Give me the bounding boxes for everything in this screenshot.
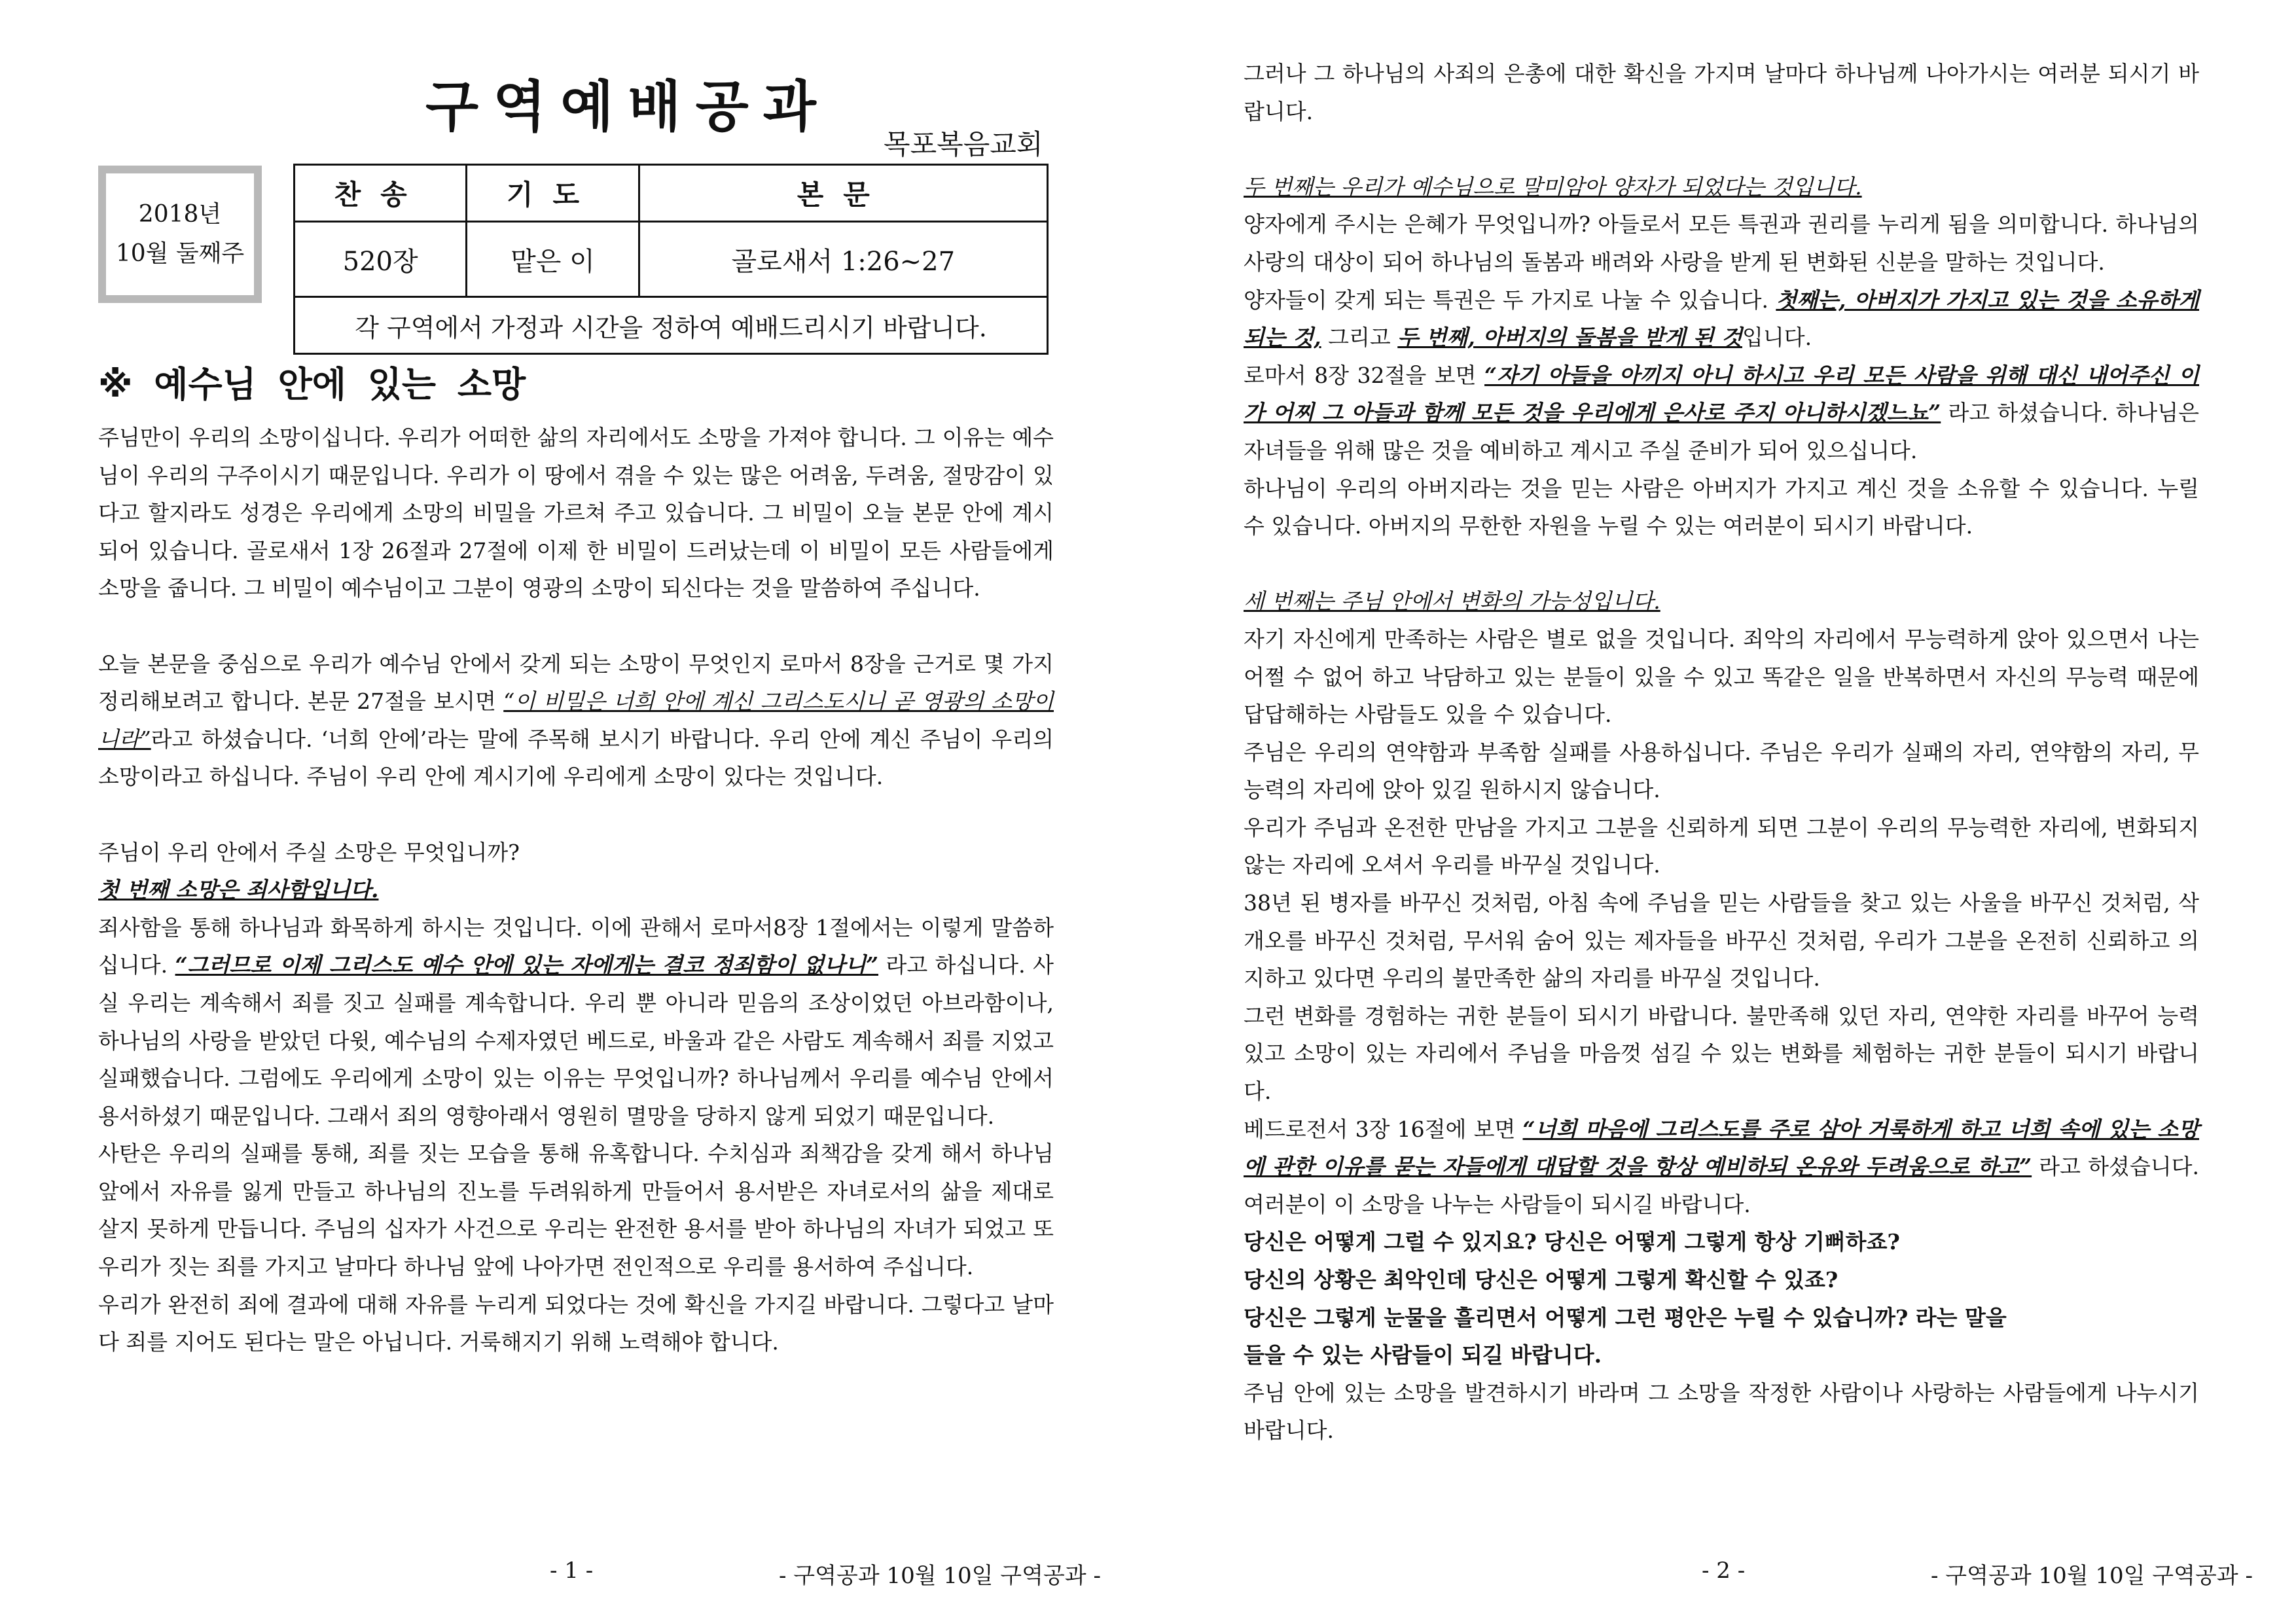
paragraph bbox=[1244, 1111, 2199, 1224]
emphasis-text: 첫째는, 아버지가 가지고 있는 것을 소유하게 되는 것, bbox=[1244, 287, 2199, 351]
text-run: 로마서 8장 32절을 보면 bbox=[1244, 362, 1485, 388]
text-run: 자기 자신에게 만족하는 사람은 별로 없을 것입니다. 죄악의 자리에서 무능력하게 앉아 있으면서 나는 어쩔 수 없어 하고 낙담하고 있는 분들이 있을 수 있고 똑같은 일을 반복하면서 자신의 무능력 때문에 답답해하는 사람들도 있을 수 있습니다. bbox=[1244, 626, 2199, 728]
text-run: 주님이 우리 안에서 주실 소망은 무엇입니까? bbox=[98, 839, 520, 865]
text-run: 우리가 완전히 죄에 결과에 대해 자유를 누리게 되었다는 것에 확신을 가지길 바랍니다. 그렇다고 날마다 죄를 지어도 된다는 말은 아닙니다. 거룩해지기 위해 노력해야 합니다. bbox=[98, 1291, 1054, 1355]
paragraph bbox=[98, 834, 1054, 872]
text-run: 라고 하십니다. 사실 우리는 계속해서 죄를 짓고 실패를 계속합니다. 우리 뿐 아니라 믿음의 조상이었던 아브라함이나, 하나님의 사랑을 받았던 다윗, 예수님의 수제자였던 베드로, 바울과 같은 사람도 계속해서 죄를 지었고 실패했습니다. 그럼에도 우리에게 소망이 있는 이유는 무엇입니까? 하나님께서 우리를 예수님 안에서 용서하셨기 때문입니다. 그래서 죄의 영향아래서 영원히 멸망을 당하지 않게 되었기 때문입니다. bbox=[98, 952, 1054, 1129]
text-run: 죄사함을 통해 하나님과 화목하게 하시는 것입니다. 이에 관해서 로마서8장 1절에서는 이렇게 말씀하십니다. bbox=[98, 914, 1054, 978]
page-number: - 1 - bbox=[550, 1558, 594, 1584]
text-run: 라고 하셨습니다. 하나님은 자녀들을 위해 많은 것을 예비하고 계시고 주실 준비가 되어 있으십니다. bbox=[1244, 400, 2199, 463]
text-run: 우리가 주님과 온전한 만남을 가지고 그분을 신뢰하게 되면 그분이 우리의 무능력한 자리에, 변화되지 않는 자리에 오셔서 우리를 바꾸실 것입니다. bbox=[1244, 814, 2199, 878]
church-name: 목포복음교회 bbox=[884, 128, 1043, 160]
emphasis-text: 당신은 그렇게 눈물을 흘리면서 어떻게 그런 평안은 누릴 수 있습니까? 라는 말을 bbox=[1244, 1304, 2007, 1330]
paragraph bbox=[1244, 470, 2199, 545]
text-run: 그런 변화를 경험하는 귀한 분들이 되시기 바랍니다. 불만족해 있던 자리, 연약한 자리를 바꾸어 능력 있고 소망이 있는 자리에서 주님을 마음껏 섬길 수 있는 변화를 체험하는 귀한 분들이 되시기 바랍니다. bbox=[1244, 1003, 2199, 1105]
text-run: 양자들이 갖게 되는 특권은 두 가지로 나눌 수 있습니다. bbox=[1244, 287, 1776, 313]
emphasis-text: “이 비밀은 너희 안에 계신 그리스도시니 곧 영광의 소망이니라” bbox=[98, 688, 1054, 752]
text-run: 양자에게 주시는 은혜가 무엇입니까? 아들로서 모든 특권과 권리를 누리게 됨을 의미합니다. 하나님의 사랑의 대상이 되어 하나님의 돌봄과 배려와 사랑을 받게 된 변화된 신분을 말하는 것입니다. bbox=[1244, 211, 2199, 275]
paragraph bbox=[98, 419, 1054, 607]
text-run: 라고 하셨습니다. ‘너희 안에’라는 말에 주목해 보시기 바랍니다. 우리 안에 계신 주님이 우리의 소망이라고 하십니다. 주님이 우리 안에 계시기에 우리에게 소망이 있다는 것입니다. bbox=[98, 726, 1054, 790]
text-run: 하나님이 우리의 아버지라는 것을 믿는 사람은 아버지가 가지고 계신 것을 소유할 수 있습니다. 누릴 수 있습니다. 아버지의 무한한 자원을 누릴 수 있는 여러분이 되시기 바랍니다. bbox=[1244, 475, 2199, 539]
paragraph bbox=[1244, 357, 2199, 470]
text-run: 주님은 우리의 연약함과 부족함 실패를 사용하십니다. 주님은 우리가 실패의 자리, 연약함의 자리, 무능력의 자리에 앉아 있길 원하시지 않습니다. bbox=[1244, 739, 2199, 803]
paragraph bbox=[98, 1286, 1054, 1361]
paragraph bbox=[1244, 1336, 2199, 1374]
page-2 bbox=[1148, 0, 2296, 1623]
paragraph bbox=[1244, 1261, 2199, 1299]
page-footer: - 구역공과 10월 10일 구역공과 - bbox=[1931, 1563, 2253, 1589]
worship-note: 각 구역에서 가정과 시간을 정하여 예배드리시기 바랍니다. bbox=[295, 297, 1048, 354]
document-title: 구역예배공과 bbox=[425, 75, 831, 139]
paragraph bbox=[1244, 1299, 2199, 1337]
emphasis-text: “자기 아들을 아끼지 아니 하시고 우리 모든 사람을 위해 대신 내어주신 이가 어찌 그 아들과 함께 모든 것을 우리에게 은사로 주지 아니하시겠느뇨” bbox=[1244, 362, 2199, 426]
paragraph bbox=[98, 1135, 1054, 1285]
paragraph bbox=[1244, 884, 2199, 997]
emphasis-text: 두 번째는 우리가 예수님으로 말미암아 양자가 되었다는 것입니다. bbox=[1244, 173, 1862, 200]
sermon-heading: ※ 예수님 안에 있는 소망 bbox=[98, 364, 526, 405]
paragraph bbox=[1244, 168, 2199, 206]
date-year: 2018년 bbox=[138, 201, 222, 228]
emphasis-text: 첫 번째 소망은 죄사함입니다. bbox=[98, 877, 379, 903]
emphasis-text: 들을 수 있는 사람들이 되길 바랍니다. bbox=[1244, 1342, 1602, 1368]
page-footer: - 구역공과 10월 10일 구역공과 - bbox=[779, 1563, 1101, 1589]
text-run: 주님 안에 있는 소망을 발견하시기 바라며 그 소망을 작정한 사람이나 사랑하는 사람들에게 나누시기 바랍니다. bbox=[1244, 1380, 2199, 1444]
paragraph bbox=[1244, 582, 2199, 620]
emphasis-text: 당신은 어떻게 그럴 수 있지요? 당신은 어떻게 그렇게 항상 기뻐하죠? bbox=[1244, 1229, 1900, 1255]
paragraph-gap bbox=[98, 607, 1054, 645]
header-hymn: 찬송 bbox=[295, 165, 467, 222]
header-scripture: 본문 bbox=[639, 165, 1047, 222]
header-prayer: 기도 bbox=[467, 165, 639, 222]
text-run: 라고 하셨습니다. 여러분이 이 소망을 나누는 사람들이 되시길 바랍니다. bbox=[1244, 1154, 2199, 1217]
sermon-body-page-2 bbox=[1244, 55, 2199, 1450]
paragraph bbox=[98, 909, 1054, 1135]
paragraph-gap bbox=[98, 796, 1054, 834]
text-run: 오늘 본문을 중심으로 우리가 예수님 안에서 갖게 되는 소망이 무엇인지 로마서 8장을 근거로 몇 가지 정리해보려고 합니다. 본문 27절을 보시면 bbox=[98, 651, 1054, 715]
paragraph bbox=[1244, 281, 2199, 357]
text-run: 사탄은 우리의 실패를 통해, 죄를 짓는 모습을 통해 유혹합니다. 수치심과 죄책감을 갖게 해서 하나님 앞에서 자유를 잃게 만들고 하나님의 진노를 두려워하게 만들어서 용서받은 자녀로서의 삶을 제대로 살지 못하게 만듭니다. 주님의 십자가 사건으로 우리는 완전한 용서를 받아 하나님의 자녀가 되었고 또 우리가 짓는 죄를 가지고 날마다 하나님 앞에 나아가면 전인적으로 우리를 용서하여 주십니다. bbox=[98, 1141, 1054, 1280]
emphasis-text: 두 번째, 아버지의 돌봄을 받게 된 것 bbox=[1397, 325, 1742, 351]
emphasis-text: “그러므로 이제 그리스도 예수 안에 있는 자에게는 결코 정죄함이 없나니” bbox=[175, 952, 879, 978]
value-hymn: 520장 bbox=[295, 222, 467, 297]
paragraph bbox=[1244, 734, 2199, 809]
paragraph bbox=[1244, 620, 2199, 734]
paragraph-gap bbox=[1244, 545, 2199, 583]
paragraph bbox=[1244, 1223, 2199, 1261]
paragraph bbox=[1244, 809, 2199, 884]
paragraph-gap bbox=[1244, 130, 2199, 168]
paragraph bbox=[1244, 997, 2199, 1111]
date-box bbox=[98, 166, 262, 303]
sermon-body-page-1 bbox=[98, 419, 1054, 1361]
paragraph bbox=[98, 645, 1054, 796]
value-scripture: 골로새서 1:26~27 bbox=[639, 222, 1047, 297]
date-week: 10월 둘째주 bbox=[115, 240, 245, 267]
text-run: 베드로전서 3장 16절에 보면 bbox=[1244, 1116, 1523, 1142]
text-run: 38년 된 병자를 바꾸신 것처럼, 아침 속에 주님을 믿는 사람들을 찾고 있는 사울을 바꾸신 것처럼, 삭개오를 바꾸신 것처럼, 무서워 숨어 있는 제자들을 바꾸신 것처럼, 우리가 그분을 온전히 신뢰하고 의지하고 있다면 우리의 불만족한 삶의 자리를 바꾸실 것입니다. bbox=[1244, 890, 2199, 991]
worship-info-table bbox=[293, 164, 1049, 355]
value-prayer: 맡은 이 bbox=[467, 222, 639, 297]
emphasis-text: 당신의 상황은 최악인데 당신은 어떻게 그렇게 확신할 수 있죠? bbox=[1244, 1267, 1839, 1293]
text-run: 입니다. bbox=[1742, 325, 1812, 351]
paragraph bbox=[1244, 55, 2199, 130]
paragraph bbox=[1244, 205, 2199, 281]
page-number: - 2 - bbox=[1702, 1558, 1746, 1584]
emphasis-text: “너희 마음에 그리스도를 주로 삼아 거룩하게 하고 너희 속에 있는 소망에 관한 이유를 묻는 자들에게 대답할 것을 항상 예비하되 온유와 두려움으로 하고” bbox=[1244, 1116, 2199, 1180]
emphasis-text: 세 번째는 주님 안에서 변화의 가능성입니다. bbox=[1244, 588, 1660, 615]
paragraph bbox=[1244, 1374, 2199, 1450]
paragraph bbox=[98, 871, 1054, 909]
text-run: 그러나 그 하나님의 사죄의 은총에 대한 확신을 가지며 날마다 하나님께 나아가시는 여러분 되시기 바랍니다. bbox=[1244, 61, 2199, 124]
text-run: 그리고 bbox=[1321, 325, 1398, 351]
text-run: 주님만이 우리의 소망이십니다. 우리가 어떠한 삶의 자리에서도 소망을 가져야 합니다. 그 이유는 예수님이 우리의 구주이시기 때문입니다. 우리가 이 땅에서 겪을 수 있는 많은 어려움, 두려움, 절망감이 있다고 할지라도 성경은 우리에게 소망의 비밀을 가르쳐 주고 있습니다. 그 비밀이 오늘 본문 안에 계시되어 있습니다. 골로새서 1장 26절과 27절에 이제 한 비밀이 드러났는데 이 비밀이 모든 사람들에게 소망을 줍니다. 그 비밀이 예수님이고 그분이 영광의 소망이 되신다는 것을 말씀하여 주십니다. bbox=[98, 425, 1054, 601]
